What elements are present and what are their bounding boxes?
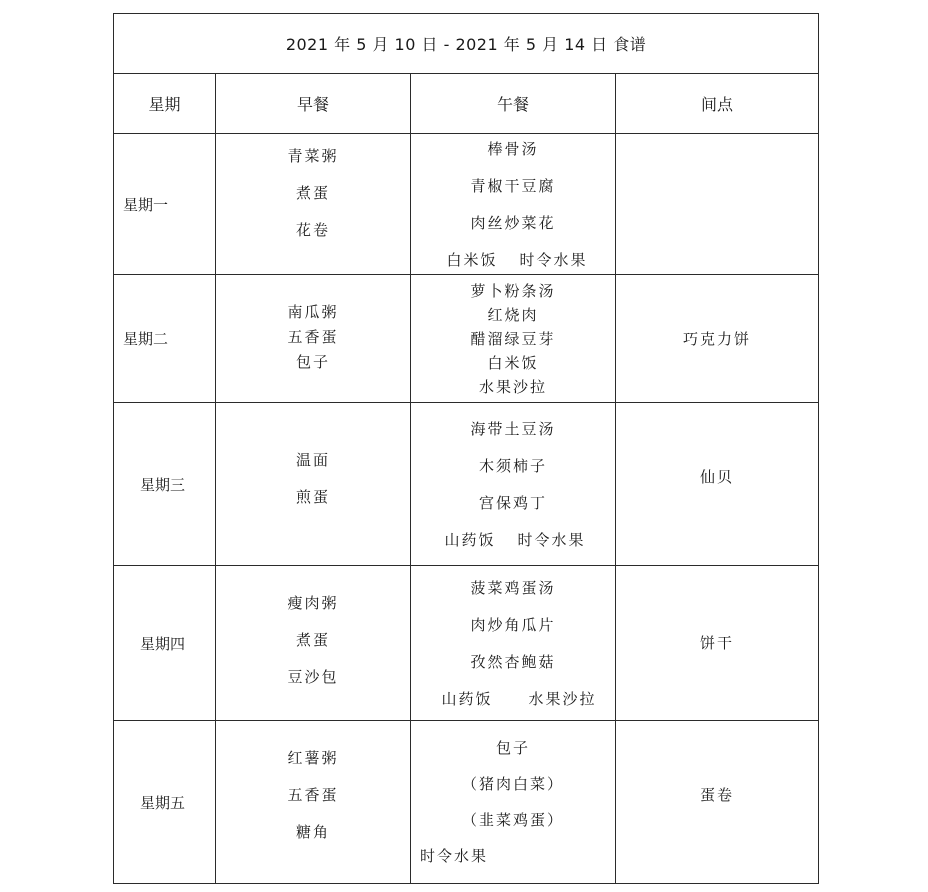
snack: 仙贝	[700, 468, 735, 486]
dish: （韭菜鸡蛋）	[461, 811, 564, 829]
dish: 南瓜粥	[287, 302, 339, 321]
dish: 红烧肉	[487, 305, 539, 324]
dish: 青椒干豆腐	[470, 176, 556, 195]
dish: 煮蛋	[295, 184, 330, 202]
dish: 豆沙包	[287, 668, 339, 686]
snack: 饼干	[700, 634, 735, 652]
dish: 醋溜绿豆芽	[470, 329, 556, 348]
snack-cell-tuesday	[616, 275, 819, 403]
dish: 包子	[295, 352, 330, 371]
header-row	[114, 74, 819, 134]
dish: 时令水果	[519, 250, 588, 269]
lunch-cell-friday	[411, 721, 616, 884]
header-breakfast: 早餐	[216, 74, 411, 134]
menu-title: 2021 年 5 月 10 日 - 2021 年 5 月 14 日 食谱	[114, 14, 819, 74]
dish: 木须柿子	[478, 456, 547, 475]
title-row	[114, 14, 819, 74]
lunch-cell-wednesday	[411, 403, 616, 566]
lunch-cell-thursday	[411, 566, 616, 721]
day-row-friday	[114, 721, 819, 884]
dish: 菠菜鸡蛋汤	[470, 578, 556, 597]
snack-cell-thursday	[616, 566, 819, 721]
dish: 花卷	[295, 221, 330, 239]
header-lunch: 午餐	[411, 74, 616, 134]
dish: 肉炒角瓜片	[470, 615, 556, 634]
dish: 肉丝炒菜花	[470, 213, 556, 232]
dish: 孜然杏鲍菇	[470, 652, 556, 671]
day-text: 星期四	[140, 634, 186, 653]
snack: 巧克力饼	[683, 329, 752, 348]
dish: 温面	[295, 450, 330, 469]
snack-cell-wednesday	[616, 403, 819, 566]
dish: 宫保鸡丁	[478, 493, 547, 512]
dish: 包子	[495, 739, 530, 757]
dish: 瘦肉粥	[287, 594, 339, 612]
snack-cell-friday	[616, 721, 819, 884]
breakfast-cell-friday	[216, 721, 411, 884]
day-row-tuesday	[114, 275, 819, 403]
dish: 五香蛋	[287, 327, 339, 346]
dish: （猪肉白菜）	[461, 775, 564, 793]
dish: 煎蛋	[295, 487, 330, 506]
header-day: 星期	[114, 74, 216, 134]
dish: 青菜粥	[287, 147, 339, 165]
header-snack: 间点	[616, 74, 819, 134]
day-text: 星期一	[123, 195, 169, 214]
dish: 海带土豆汤	[470, 419, 556, 438]
breakfast-cell-tuesday	[216, 275, 411, 403]
day-label-tuesday	[114, 275, 216, 403]
dish: 煮蛋	[295, 631, 330, 649]
dish: 水果沙拉	[528, 689, 597, 708]
breakfast-cell-wednesday	[216, 403, 411, 566]
day-label-friday	[114, 721, 216, 884]
dish: 山药饭	[441, 689, 493, 708]
dish: 白米饭	[446, 250, 498, 269]
breakfast-cell-monday	[216, 134, 411, 275]
dish: 棒骨汤	[487, 139, 539, 158]
day-row-monday	[114, 134, 819, 275]
lunch-cell-tuesday	[411, 275, 616, 403]
dish: 萝卜粉条汤	[470, 281, 556, 300]
dish: 山药饭	[444, 530, 496, 549]
snack: 蛋卷	[700, 786, 735, 804]
day-text: 星期二	[123, 330, 169, 348]
snack-cell-monday	[616, 134, 819, 275]
day-text: 星期五	[140, 793, 186, 812]
day-label-thursday	[114, 566, 216, 721]
dish: 白米饭	[487, 353, 539, 372]
day-label-monday	[114, 134, 216, 275]
menu-table	[113, 13, 819, 884]
dish: 时令水果	[420, 847, 489, 865]
lunch-cell-monday	[411, 134, 616, 275]
dish: 糖角	[295, 823, 330, 841]
day-row-thursday	[114, 566, 819, 721]
day-text: 星期三	[140, 475, 186, 494]
dish: 红薯粥	[287, 749, 339, 767]
breakfast-cell-thursday	[216, 566, 411, 721]
day-row-wednesday	[114, 403, 819, 566]
dish: 水果沙拉	[478, 377, 547, 396]
dish: 五香蛋	[287, 786, 339, 804]
day-label-wednesday	[114, 403, 216, 566]
dish: 时令水果	[517, 530, 586, 549]
